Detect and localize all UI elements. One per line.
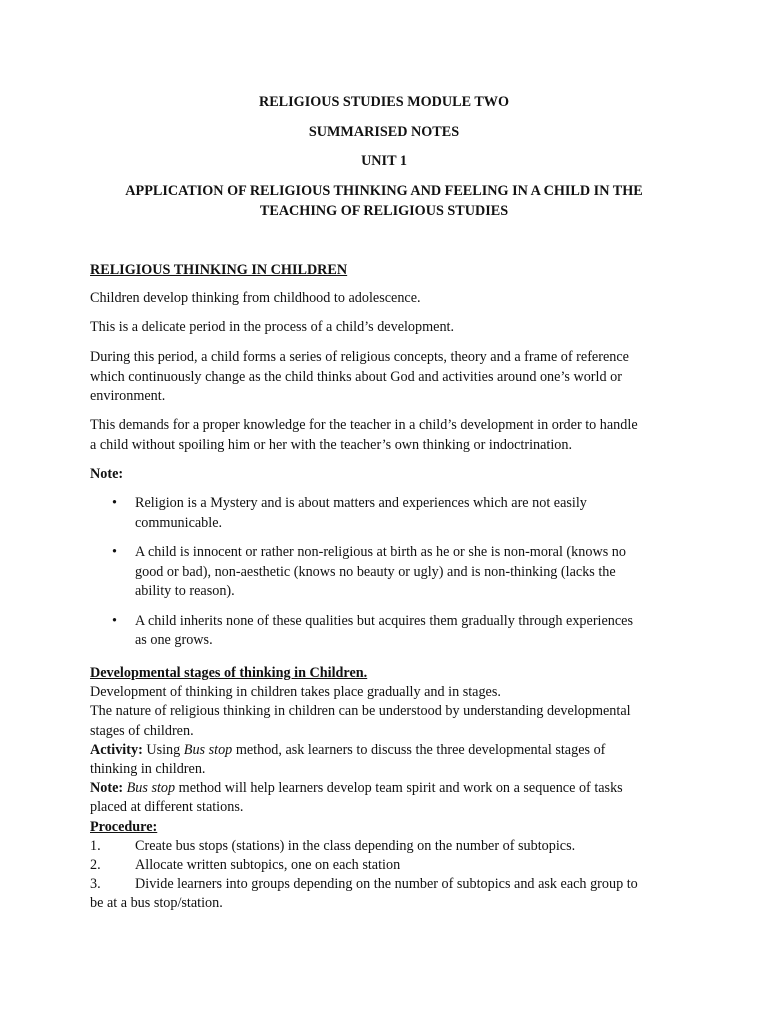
paragraph-3-line: which continuously change as the child thinks about God and activities around one’s world or — [90, 368, 622, 385]
paragraph-1: Children develop thinking from childhood to adolescence. — [90, 290, 421, 306]
note-line: Note: Bus stop method will help learners develop team spirit and work on a sequence of tasks — [90, 780, 623, 797]
paragraph-3-line: During this period, a child forms a series of religious concepts, theory and a frame of reference — [90, 349, 629, 365]
text-line: Development of thinking in children takes place gradually and in stages. — [90, 684, 501, 701]
bus-stop-term: Bus stop — [183, 741, 233, 758]
paragraph-4-line: a child without spoiling him or her with the teacher’s own thinking or indoctrination. — [90, 436, 573, 453]
bus-stop-term: Bus stop — [123, 780, 176, 797]
note-label-2: Note: — [90, 780, 124, 797]
procedure-step: 2. Allocate written subtopics, one on each station — [90, 857, 401, 874]
paragraph-3 — [90, 348, 690, 407]
list-item: • A child inherits none of these qualities but acquires them gradually through experiences as one grows. — [112, 612, 633, 648]
activity-line: Activity: Using Bus stop method, ask learners to discuss the three developmental stages of — [90, 741, 606, 758]
text-line: thinking in children. — [90, 761, 206, 778]
unit-subtitle-line2: TEACHING OF RELIGIOUS STUDIES — [259, 203, 509, 219]
section-title-religious-thinking: RELIGIOUS THINKING IN CHILDREN — [90, 262, 348, 278]
bullet-icon: • — [112, 495, 117, 511]
procedure-step: 1. Create bus stops (stations) in the class depending on the number of subtopics. — [90, 837, 576, 854]
bullet-icon: • — [112, 544, 117, 560]
text-line: The nature of religious thinking in children can be understood by understanding developmental — [90, 703, 631, 720]
unit-subtitle-line1: APPLICATION OF RELIGIOUS THINKING AND FEELING IN A CHILD IN THE — [125, 183, 643, 199]
note-label: Note: — [90, 466, 124, 482]
section-title-developmental-stages: Developmental stages of thinking in Children. — [90, 665, 368, 681]
bullet-icon: • — [112, 612, 117, 629]
unit-title: UNIT 1 — [361, 153, 407, 169]
notes-title: SUMMARISED NOTES — [308, 124, 460, 140]
procedure-label: Procedure: — [90, 818, 158, 835]
paragraph-4 — [90, 416, 690, 455]
activity-label: Activity: — [90, 741, 143, 758]
paragraph-3-line: environment. — [90, 388, 166, 404]
paragraph-2: This is a delicate period in the process of a child’s development. — [90, 319, 455, 335]
paragraph-4-line: This demands for a proper knowledge for the teacher in a child’s development in order to handle — [90, 417, 638, 433]
list-item: • A child is innocent or rather non-religious at birth as he or she is non-moral (knows no good or bad), non-aesthetic (knows no beauty or ugly) and is non-thinking (lacks the ability to reason). — [112, 544, 626, 599]
list-item: • Religion is a Mystery and is about matters and experiences which are not easily communicable. — [112, 495, 587, 531]
text-line: placed at different stations. — [90, 799, 244, 816]
section-2 — [90, 664, 690, 914]
module-title: RELIGIOUS STUDIES MODULE TWO — [258, 94, 510, 110]
notes-list — [90, 494, 690, 661]
procedure-step: 3. Divide learners into groups depending on the number of subtopics and ask each group to — [90, 876, 638, 893]
text-line: stages of children. — [90, 722, 194, 739]
text-line: be at a bus stop/station. — [90, 895, 223, 912]
